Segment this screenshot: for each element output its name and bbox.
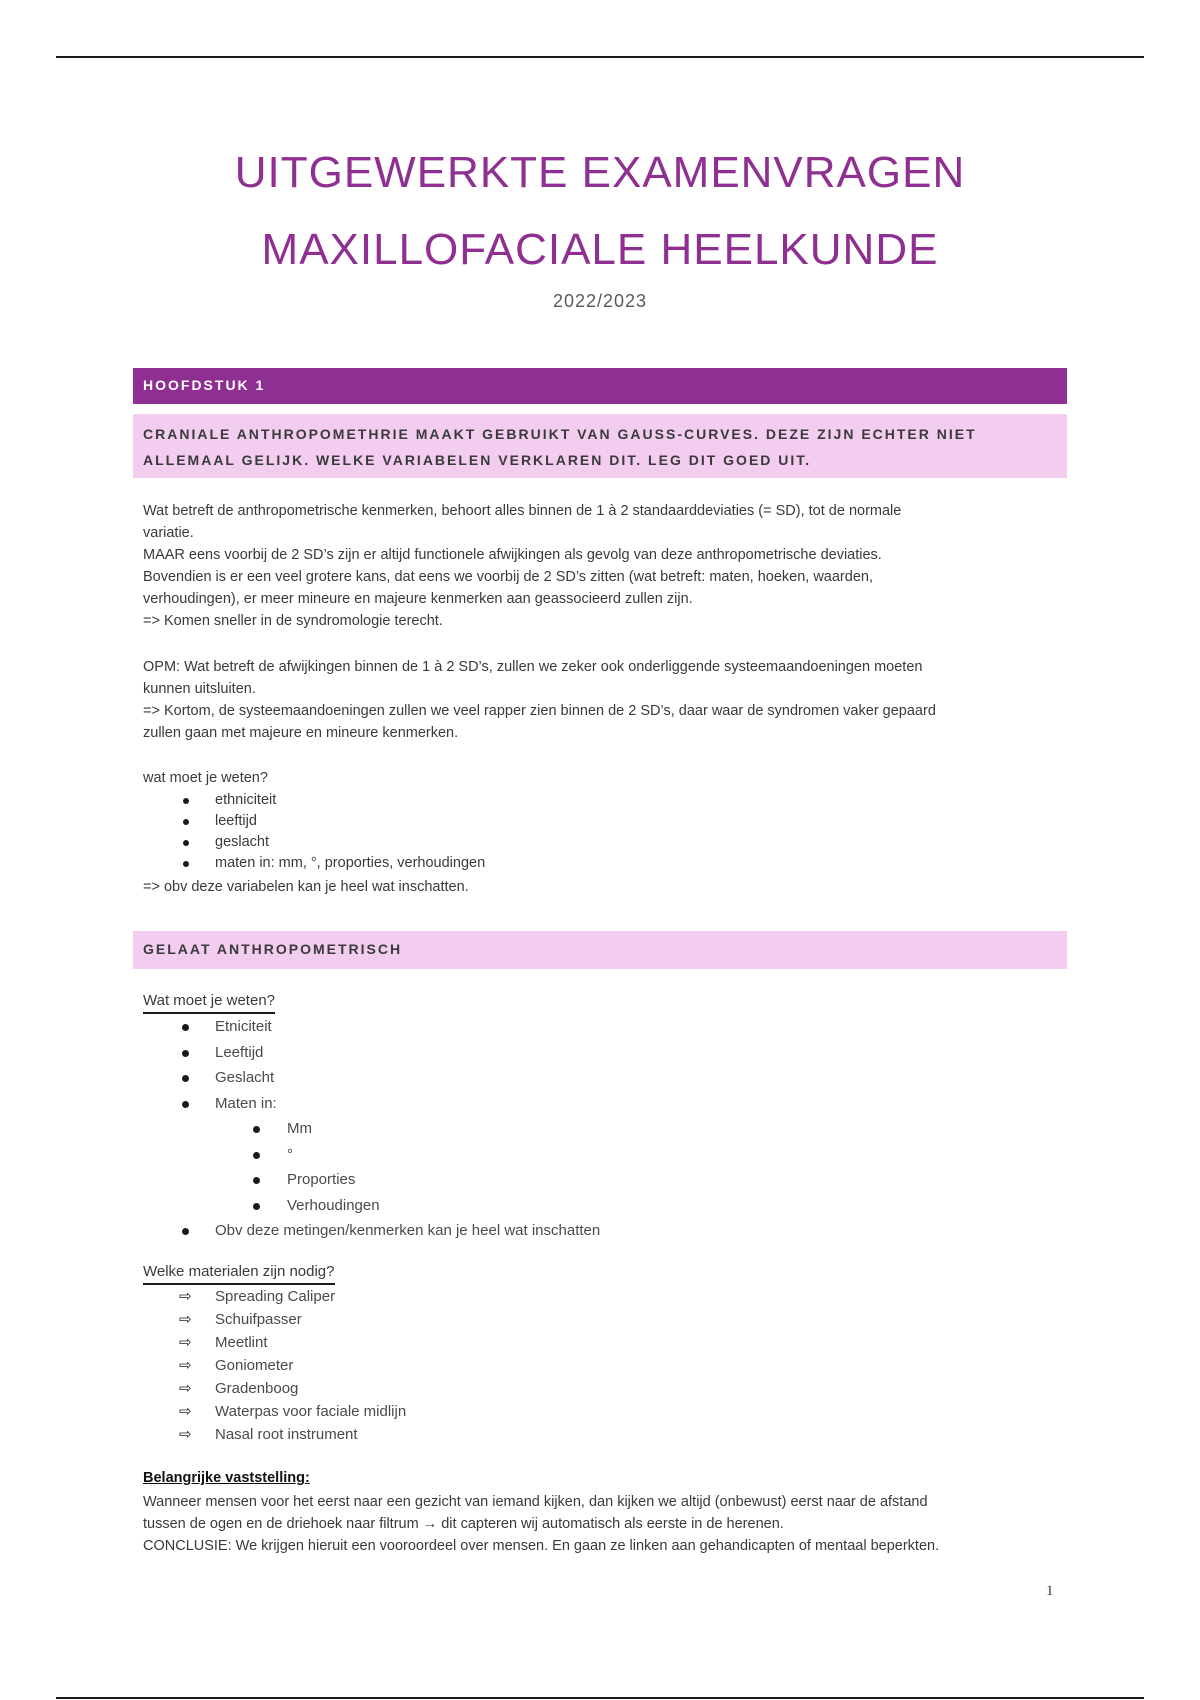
document-title-line2: MAXILLOFACIALE HEELKUNDE [261, 225, 939, 274]
arrow-right-icon: ⇨ [179, 1311, 192, 1328]
important-line: Wanneer mensen voor het eerst naar een gezicht van iemand kijken, dan kijken we altijd (onbewust) eerst naar de afstand [143, 1494, 928, 1510]
list-item: Mm [143, 1116, 600, 1142]
arrow-right-icon: ⇨ [179, 1380, 192, 1397]
answer-p2-line: zullen gaan met majeure en mineure kenmerken. [143, 725, 459, 741]
exam-question [133, 414, 1067, 478]
list-item: ⇨ Spreading Caliper [143, 1285, 406, 1308]
list-item: ⇨ Nasal root instrument [143, 1423, 406, 1446]
bullet-icon [182, 1050, 189, 1057]
list-item: Maten in: [143, 1091, 600, 1117]
page-number: 1 [1046, 1583, 1054, 1599]
arrow-right-icon: ⇨ [179, 1403, 192, 1420]
arrow-right-icon: ⇨ [179, 1426, 192, 1443]
bottom-rule [56, 1697, 1144, 1699]
variables-conclusion: => obv deze variabelen kan je heel wat inschatten. [143, 879, 469, 895]
section-heading-gelaat: GELAAT ANTHROPOMETRISCH [133, 931, 1067, 969]
know-list-1 [143, 790, 485, 874]
bullet-icon [183, 819, 189, 825]
list-item: Obv deze metingen/kenmerken kan je heel wat inschatten [143, 1218, 600, 1244]
arrow-right-icon: ⇨ [179, 1334, 192, 1351]
answer-p1-line: Bovendien is er een veel grotere kans, dat eens we voorbij de 2 SD’s zitten (wat betreft: maten, hoeken, waarden, [143, 569, 873, 585]
list-item: Verhoudingen [143, 1193, 600, 1219]
answer-p2-line: => Kortom, de systeemaandoeningen zullen we veel rapper zien binnen de 2 SD’s, daar waar de syndromen vaker gepaard [143, 703, 936, 719]
list-item: ⇨ Meetlint [143, 1331, 406, 1354]
list-item: ⇨ Schuifpasser [143, 1308, 406, 1331]
important-line: tussen de ogen en de driehoek naar filtrum → dit capteren wij automatisch als eerste in de herenen. [143, 1516, 784, 1532]
important-heading: Belangrijke vaststelling: [143, 1470, 310, 1486]
document-title-line1: UITGEWERKTE EXAMENVRAGEN [234, 148, 966, 197]
top-rule [56, 56, 1144, 58]
important-line: CONCLUSIE: We krijgen hieruit een vooroordeel over mensen. En gaan ze linken aan gehandicapten of mentaal beperkten. [143, 1538, 940, 1554]
bullet-icon [183, 840, 189, 846]
bullet-icon [182, 1075, 189, 1082]
list-item: Leeftijd [143, 1040, 600, 1066]
exam-question-line1: CRANIALE ANTHROPOMETHRIE MAAKT GEBRUIKT VAN GAUSS-CURVES. DEZE ZIJN ECHTER NIET [143, 426, 977, 442]
list-item: ° [143, 1142, 600, 1168]
know-heading-1: wat moet je weten? [143, 770, 268, 786]
list-item: Etniciteit [143, 1014, 600, 1040]
bullet-icon [182, 1101, 189, 1108]
exam-question-line2: ALLEMAAL GELIJK. WELKE VARIABELEN VERKLAREN DIT. LEG DIT GOED UIT. [143, 452, 812, 468]
list-item: maten in: mm, °, proporties, verhoudingen [143, 853, 485, 874]
list-item: Geslacht [143, 1065, 600, 1091]
bullet-icon [182, 1228, 189, 1235]
bullet-icon [253, 1126, 260, 1133]
list-item: ethniciteit [143, 790, 485, 811]
bullet-icon [253, 1177, 260, 1184]
materials-heading: Welke materialen zijn nodig? [143, 1262, 335, 1285]
list-item: ⇨ Goniometer [143, 1354, 406, 1377]
list-item: ⇨ Waterpas voor faciale midlijn [143, 1400, 406, 1423]
academic-year: 2022/2023 [552, 291, 648, 311]
know-heading-2: Wat moet je weten? [143, 991, 275, 1014]
chapter-heading: HOOFDSTUK 1 [133, 368, 1067, 404]
materials-list [143, 1285, 406, 1446]
bullet-icon [253, 1203, 260, 1210]
important-paragraph [143, 1491, 1063, 1557]
bullet-icon [183, 861, 189, 867]
answer-p1-line: variatie. [143, 525, 194, 541]
answer-p2-line: OPM: Wat betreft de afwijkingen binnen de 1 à 2 SD’s, zullen we zeker ook onderliggende systeemaandoeningen moeten [143, 659, 923, 675]
list-item: Proporties [143, 1167, 600, 1193]
answer-p2-line: kunnen uitsluiten. [143, 681, 256, 697]
answer-p1-line: verhoudingen), er meer mineure en majeure kenmerken aan geassocieerd zullen zijn. [143, 591, 693, 607]
answer-p1-line: Wat betreft de anthropometrische kenmerken, behoort alles binnen de 1 à 2 standaarddeviaties (= SD), tot de normale [143, 503, 902, 519]
list-item: ⇨ Gradenboog [143, 1377, 406, 1400]
bullet-icon [183, 798, 189, 804]
know-list-2 [143, 1014, 600, 1244]
arrow-right-icon: ⇨ [179, 1357, 192, 1374]
answer-paragraph-1 [143, 500, 1063, 632]
list-item: geslacht [143, 832, 485, 853]
answer-p1-line: MAAR eens voorbij de 2 SD’s zijn er altijd functionele afwijkingen als gevolg van deze anthropometrische deviaties. [143, 547, 882, 563]
arrow-right-icon: ⇨ [179, 1288, 192, 1305]
answer-p1-line: => Komen sneller in de syndromologie terecht. [143, 613, 443, 629]
bullet-icon [182, 1024, 189, 1031]
list-item: leeftijd [143, 811, 485, 832]
bullet-icon [253, 1152, 260, 1159]
answer-paragraph-2 [143, 656, 1063, 744]
